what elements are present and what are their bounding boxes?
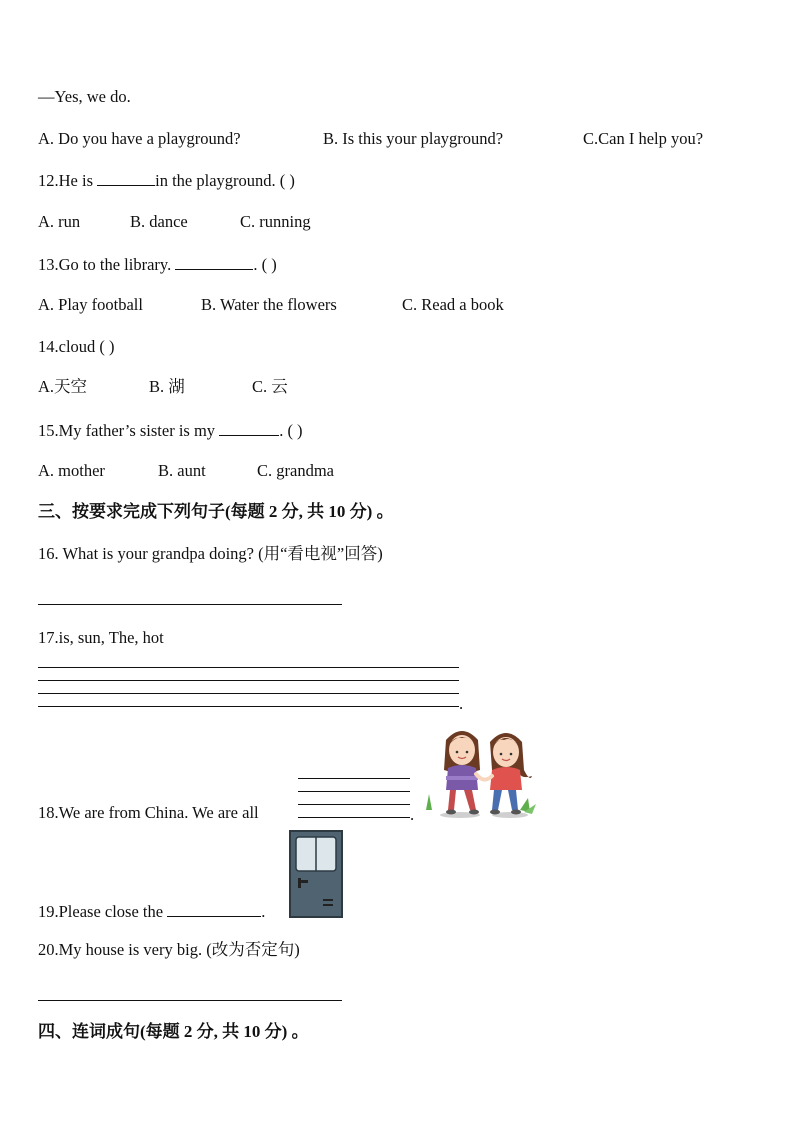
q12-stem — [38, 170, 295, 191]
q18-answer-line[interactable] — [298, 804, 410, 805]
q15-option-c: C. grandma — [257, 461, 334, 480]
q18-end-period: . — [410, 805, 415, 824]
q13-option-c: C. Read a book — [402, 295, 504, 314]
q17-stem: 17.is, sun, The, hot — [38, 628, 164, 647]
q11-answer-line: —Yes, we do. — [38, 87, 131, 106]
q17-answer-line[interactable] — [38, 680, 459, 681]
q11-option-b: B. Is this your playground? — [323, 129, 504, 148]
q18-stem: 18.We are from China. We are all — [38, 803, 259, 822]
q13-stem-post: . ( ) — [253, 255, 277, 274]
q19-stem — [38, 901, 265, 922]
q17-end-period: . — [459, 694, 464, 713]
q18-answer-line[interactable] — [298, 817, 410, 818]
q17-answer-line[interactable] — [38, 667, 459, 668]
q14-stem: 14.cloud ( ) — [38, 337, 115, 356]
q13-blank[interactable] — [175, 254, 253, 270]
q18-answer-line[interactable] — [298, 778, 410, 779]
section3-title: 三、按要求完成下列句子(每题 2 分, 共 10 分) 。 — [38, 502, 394, 521]
q11-option-a: A. Do you have a playground? — [38, 129, 241, 148]
q13-stem — [38, 254, 277, 275]
door-illustration — [289, 830, 343, 918]
q14-option-a: A.天空 — [38, 377, 88, 396]
q14-option-b: B. 湖 — [149, 377, 185, 396]
q15-stem — [38, 420, 303, 441]
q20-stem: 20.My house is very big. (改为否定句) — [38, 940, 300, 959]
q12-option-c: C. running — [240, 212, 311, 231]
q12-option-a: A. run — [38, 212, 81, 231]
q19-stem-post: . — [261, 902, 266, 921]
q15-option-a: A. mother — [38, 461, 105, 480]
q12-option-b: B. dance — [130, 212, 188, 231]
q19-blank[interactable] — [167, 901, 261, 917]
q17-answer-line[interactable] — [38, 706, 459, 707]
q15-stem-post: . ( ) — [279, 421, 303, 440]
two-girls-illustration — [420, 722, 538, 822]
q12-stem-post: in the playground. ( ) — [155, 171, 295, 190]
q12-blank[interactable] — [97, 170, 155, 186]
q17-answer-line[interactable] — [38, 693, 459, 694]
q18-answer-line[interactable] — [298, 791, 410, 792]
q11-option-c: C.Can I help you? — [583, 129, 704, 148]
q13-option-b: B. Water the flowers — [201, 295, 337, 314]
q12-stem-pre: 12.He is — [38, 171, 98, 190]
q14-option-c: C. 云 — [252, 377, 288, 396]
q15-blank[interactable] — [219, 420, 279, 436]
q13-option-a: A. Play football — [38, 295, 143, 314]
q20-answer-line[interactable] — [38, 1000, 342, 1001]
q16-answer-line[interactable] — [38, 604, 342, 605]
q16-stem: 16. What is your grandpa doing? (用“看电视”回答) — [38, 544, 383, 563]
section4-title: 四、连词成句(每题 2 分, 共 10 分) 。 — [38, 1022, 309, 1041]
q13-stem-pre: 13.Go to the library. — [38, 255, 176, 274]
q15-option-b: B. aunt — [158, 461, 206, 480]
q19-stem-pre: 19.Please close the — [38, 902, 168, 921]
q15-stem-pre: 15.My father’s sister is my — [38, 421, 220, 440]
